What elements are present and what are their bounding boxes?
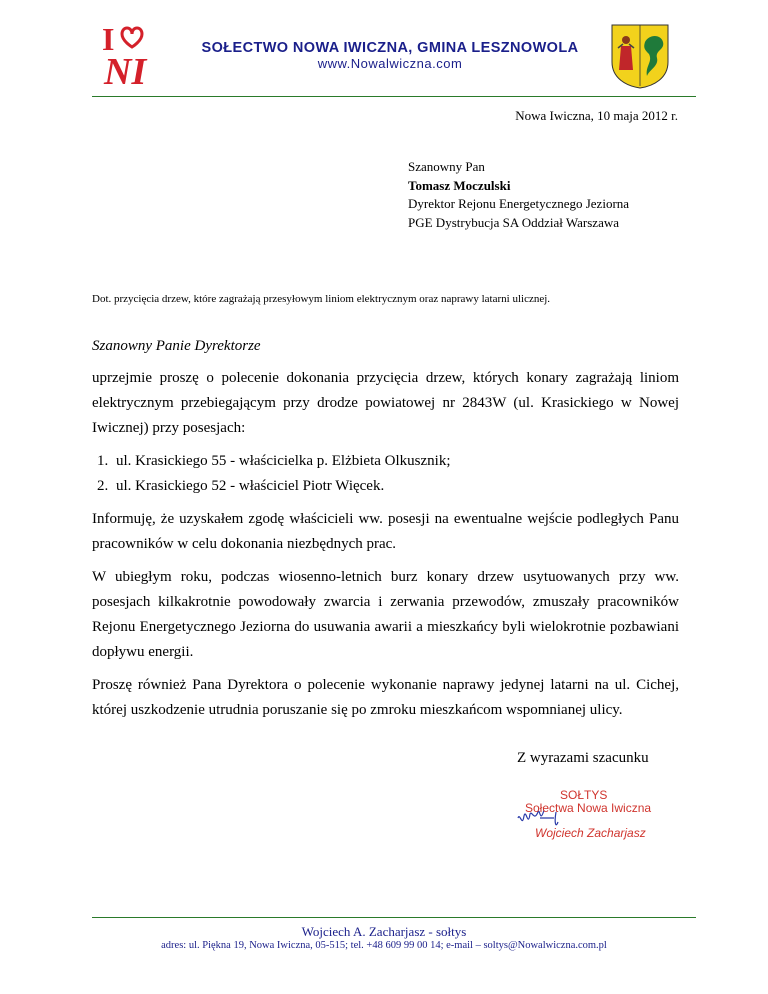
body-paragraph: Proszę również Pana Dyrektora o polecenie wykonanie naprawy jedynej latarni na ul. Cichej, której uszkodzenie utrudnia poruszanie się po zmroku mieszkańcom wspomnianej ulicy. [92,677,679,718]
stamp-village: Sołectwa Nowa Iwiczna [525,801,652,815]
list-item: 1. ul. Krasickiego 55 - właścicielka p. Elżbieta Olkusznik; [112,449,679,474]
footer-address: adres: ul. Piękna 19, Nowa Iwiczna, 05-515; tel. +48 609 99 00 14; e-mail – soltys@Nowalwiczna.com.pl [161,940,607,951]
svg-text:NI: NI [104,51,147,88]
recipient-company: PGE Dystrybucja SA Oddział Warszawa [408,214,620,230]
property-list [92,449,679,499]
coat-of-arms-icon [609,22,671,90]
recipient-greeting: Szanowny Pan [408,159,485,174]
svg-text:I: I [102,21,115,57]
heart-icon [100,20,162,88]
body-paragraph: Informuję, że uzyskałem zgodę właścicieli ww. posesji na ewentualne wejście podległych Panu pracowników w celu dokonania niezbędnych prac. [92,511,679,552]
body-paragraph: uprzejmie proszę o polecenie dokonania przycięcia drzew, których konary zagrażają liniom elektrycznym przebiegającym przy drodze powiatowej nr 2843W (ul. Krasickiego w Nowej Iwicznej) przy posesjach: [92,370,679,436]
stamp-title: SOŁTYS [560,788,608,802]
letter-date: Nowa Iwiczna, 10 maja 2012 r. [515,108,678,123]
list-item: 2. ul. Krasickiego 52 - właściciel Piotr Więcek. [112,474,679,499]
header-title: SOŁECTWO NOWA IWICZNA, GMINA LESZNOWOLA [201,40,579,56]
body-paragraph: W ubiegłym roku, podczas wiosenno-letnich burz konary drzew usytuowanych przy ww. posesjach kilkakrotnie powodowały zwarcia i zerwania przewodów, zmuszały pracowników Rejonu Energetycznego Jeziorna do usuwania awarii a mieszkańcy byli wielokrotnie pozbawiani dopływu energii. [92,569,679,660]
closing-phrase: Z wyrazami szacunku [517,750,649,766]
letter-body [92,366,679,731]
footer-name: Wojciech A. Zacharjasz - sołtys [301,924,467,939]
salutation: Szanowny Panie Dyrektorze [92,338,261,354]
recipient-position: Dyrektor Rejonu Energetycznego Jeziorna [408,196,630,211]
recipient-name: Tomasz Moczulski [408,177,511,193]
header-url[interactable]: www.Nowalwiczna.com [317,56,463,71]
stamp-name: Wojciech Zacharjasz [535,826,646,840]
letter-subject: Dot. przycięcia drzew, które zagrażają przesyłowym liniom elektrycznym oraz naprawy latarni ulicznej. [92,293,551,305]
recipient-block [408,158,629,232]
official-stamp [510,788,670,848]
village-logo [100,20,162,88]
header-divider [92,96,696,97]
footer-divider [92,917,696,918]
